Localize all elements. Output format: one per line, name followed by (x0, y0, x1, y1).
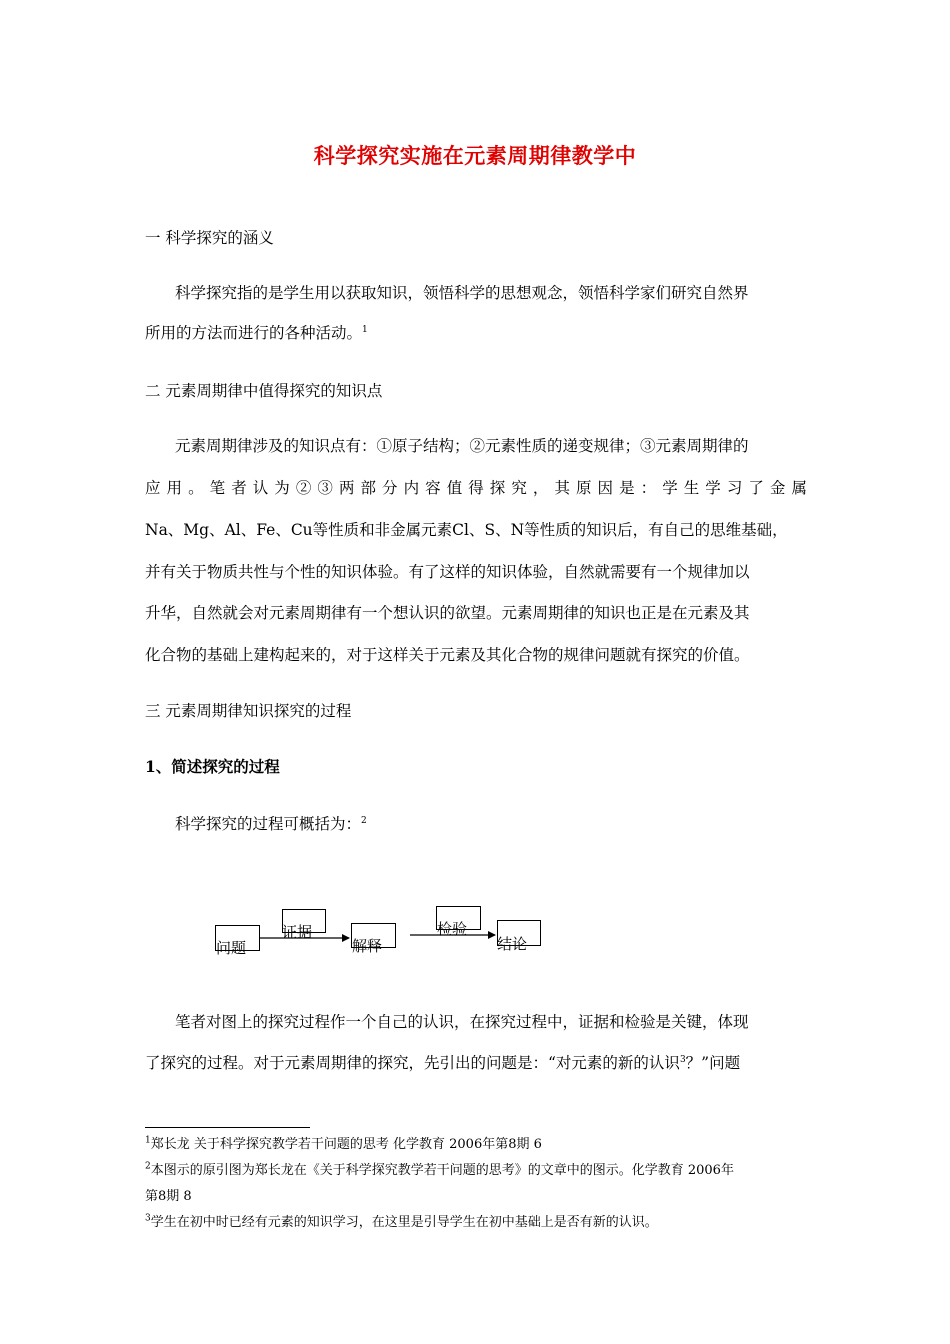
footnote-text: 学生在初中时已经有元素的知识学习，在这里是引导学生在初中基础上是否有新的认识。 (150, 1215, 658, 1230)
paragraph-line: 元素周期律涉及的知识点有：①原子结构；②元素性质的递变规律；③元素周期律的 (175, 437, 749, 455)
paragraph-line: Na、Mg、Al、Fe、Cu等性质和非金属元素Cl、S、N等性质的知识后，有自己的思维基础， (145, 521, 788, 539)
footnote-2 (145, 1159, 734, 1178)
footnote-mark: 1 (145, 1135, 151, 1146)
paragraph-line: 应用。笔者认为②③两部分内容值得探究，其原因是：学生学习了金属 (145, 479, 807, 497)
paragraph-line: 并有关于物质共性与个性的知识体验。有了这样的知识体验，自然就需要有一个规律加以 (145, 563, 750, 581)
section-heading-1: 一 科学探究的涵义 (145, 229, 274, 247)
node-label-explanation: 解释 (352, 937, 383, 955)
node-label-verification: 检验 (437, 920, 468, 938)
paragraph-text: ？”问题 (685, 1054, 741, 1072)
paragraph-line: 笔者对图上的探究过程作一个自己的认识，在探究过程中，证据和检验是关键，体现 (175, 1013, 749, 1031)
section-heading-3: 三 元素周期律知识探究的过程 (145, 702, 352, 720)
paragraph-text: 科学探究的过程可概括为： (175, 815, 362, 833)
section-heading-2: 二 元素周期律中值得探究的知识点 (145, 382, 383, 400)
paragraph-text: 了探究的过程。对于元素周期律的探究，先引出的问题是：“对元素的新的认识 (145, 1054, 680, 1072)
footnote-3 (145, 1211, 658, 1230)
footnote-separator (145, 1127, 310, 1128)
footnote-text: 本图示的原引图为郑长龙在《关于科学探究教学若干问题的思考》的文章中的图示。化学教育 2006年 (150, 1163, 734, 1178)
footnote-mark: 2 (145, 1161, 151, 1172)
footnote-ref: 2 (361, 815, 367, 826)
node-label-question: 问题 (216, 939, 247, 957)
footnote-1 (145, 1133, 542, 1152)
footnote-2-continued: 第8期 8 (145, 1189, 192, 1204)
subsection-heading: 1、简述探究的过程 (145, 757, 280, 776)
document-title: 科学探究实施在元素周期律教学中 (313, 143, 637, 168)
node-label-conclusion: 结论 (497, 935, 528, 953)
paragraph-line: 科学探究指的是学生用以获取知识，领悟科学的思想观念，领悟科学家们研究自然界 (175, 284, 749, 302)
paragraph-text: 所用的方法而进行的各种活动。 (145, 324, 363, 342)
paragraph-line (145, 1051, 740, 1073)
paragraph-line: 升华，自然就会对元素周期律有一个想认识的欲望。元素周期律的知识也正是在元素及其 (145, 604, 750, 622)
footnote-ref: 3 (679, 1054, 686, 1065)
node-label-evidence: 证据 (282, 923, 313, 941)
paragraph-line: 化合物的基础上建构起来的，对于这样关于元素及其化合物的规律问题就有探究的价值。 (145, 646, 750, 664)
footnote-mark: 3 (145, 1213, 151, 1224)
footnote-ref: 1 (362, 324, 368, 335)
footnote-text: 郑长龙 关于科学探究教学若干问题的思考 化学教育 2006年第8期 6 (150, 1137, 542, 1152)
